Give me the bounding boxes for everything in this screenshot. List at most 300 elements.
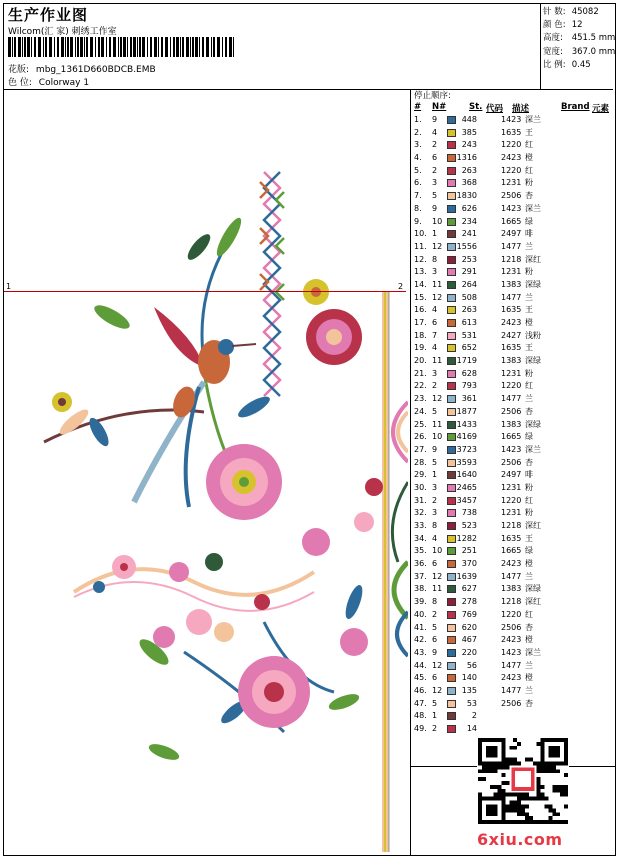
row-stitches: 523 [461,521,477,530]
row-index: 12. [414,254,427,264]
row-needle: 5 [432,698,438,708]
row-code: 1231 [501,508,522,518]
table-row [414,723,614,736]
row-index: 6. [414,178,422,188]
row-desc: 深绿 [525,419,541,429]
row-desc: 橙 [525,559,533,569]
row-needle: 2 [432,724,438,733]
row-needle: 5 [432,622,438,632]
table-row [414,292,614,305]
stat-colors: 颜 色: 12 [543,20,583,31]
pattern-value: mbg_1361D660BDCB.EMB [35,65,156,75]
row-index: 37. [414,571,427,581]
row-code: 1231 [501,178,522,188]
table-row [414,507,614,520]
table-row [414,254,614,267]
row-needle: 1 [432,711,438,721]
row-needle: 5 [432,457,438,467]
row-desc: 绿 [525,432,533,442]
table-row [414,127,614,140]
row-stitches: 291 [461,267,477,277]
colorway-line [8,75,89,88]
row-index: 9. [414,216,422,226]
table-row [414,634,614,647]
row-needle: 9 [432,647,438,657]
row-stitches: 278 [461,597,477,607]
table-row [414,672,614,685]
table-row [414,355,614,368]
row-index: 32. [414,508,427,518]
row-needle: 6 [432,673,438,683]
row-desc: 橙 [525,153,533,163]
right-edge-ornaments [392,402,408,656]
row-needle: 12 [432,685,443,695]
row-desc: 深绿 [525,584,541,594]
floral-band [74,569,314,611]
row-code: 1231 [501,368,522,378]
table-row [414,380,614,393]
row-desc: 橙 [525,635,533,645]
right-border-strip [382,292,390,852]
row-code: 1477 [501,685,522,695]
row-desc: 橙 [525,673,533,683]
guide-marker-right: 2 [398,282,404,291]
table-row [414,419,614,432]
row-code: 1635 [501,533,522,543]
stop-sequence-rows [414,114,614,736]
row-code: 1220 [501,381,522,391]
row-desc: 浅粉 [525,330,541,340]
table-row [414,685,614,698]
row-needle: 7 [432,330,438,340]
row-desc: 兰 [525,241,533,251]
stems [44,232,334,732]
row-index: 45. [414,673,427,683]
row-desc: 红 [525,165,533,175]
row-desc: 王 [525,127,533,137]
stat-scale: 比 例: 0.45 [543,59,591,70]
row-desc: 杏 [525,406,533,416]
row-code: 2497 [501,229,522,239]
row-stitches: 135 [461,685,477,695]
row-needle: 4 [432,127,438,137]
row-index: 40. [414,609,427,619]
row-code: 1231 [501,267,522,277]
row-needle: 12 [432,241,443,251]
row-desc: 粉 [525,482,533,492]
row-code: 2506 [501,698,522,708]
panel-divider [410,89,411,856]
stat-height: 高度: 451.5 mm [543,33,616,44]
row-index: 38. [414,584,427,594]
row-code: 1477 [501,241,522,251]
row-code: 2423 [501,673,522,683]
table-row [414,596,614,609]
row-stitches: 620 [461,622,477,632]
watermark-site: 6xiu.com [477,830,563,849]
table-row [414,469,614,482]
row-desc: 粉 [525,178,533,188]
row-stitches: 385 [461,127,477,137]
row-index: 27. [414,444,427,454]
row-index: 16. [414,305,427,315]
row-desc: 粉 [525,368,533,378]
table-row [414,304,614,317]
row-desc: 粉 [525,508,533,518]
row-desc: 兰 [525,685,533,695]
row-desc: 红 [525,381,533,391]
row-stitches: 241 [461,229,477,239]
row-needle: 1 [432,470,438,480]
table-row [414,279,614,292]
row-needle: 8 [432,597,438,607]
row-index: 42. [414,635,427,645]
row-code: 2506 [501,622,522,632]
row-desc: 深红 [525,521,541,530]
row-needle: 11 [432,356,443,366]
table-row [414,165,614,178]
row-stitches: 652 [461,343,477,353]
row-code: 1383 [501,584,522,594]
row-index: 1. [414,115,422,124]
row-stitches: 220 [461,647,477,657]
row-needle: 2 [432,495,438,505]
table-row [414,406,614,419]
row-stitches: 14 [466,724,477,733]
stop-sequence-title: 停止顺序: [414,91,451,101]
yellow-flower [303,279,329,305]
row-desc: 杏 [525,457,533,467]
row-needle: 9 [432,115,438,124]
row-code: 2423 [501,153,522,163]
guide-marker-left: 1 [6,282,12,291]
row-index: 4. [414,153,422,163]
row-desc: 兰 [525,660,533,670]
row-code: 2506 [501,457,522,467]
row-stitches: 769 [461,609,477,619]
row-stitches: 1316 [456,153,477,163]
row-code: 2427 [501,330,522,340]
row-code: 1218 [501,254,522,264]
row-code: 1665 [501,546,522,556]
row-stitches: 508 [461,292,477,302]
embroidery-design [4,92,408,856]
row-desc: 杏 [525,698,533,708]
row-stitches: 628 [461,368,477,378]
bottom-small-flowers [153,594,368,656]
row-stitches: 2465 [456,482,477,492]
table-row [414,710,614,723]
row-code: 1218 [501,597,522,607]
row-desc: 兰 [525,394,533,404]
row-index: 25. [414,419,427,429]
row-needle: 3 [432,508,438,518]
row-index: 8. [414,203,422,213]
row-needle: 11 [432,419,443,429]
table-row [414,266,614,279]
large-flower-center [206,444,282,520]
row-needle: 9 [432,444,438,454]
row-desc: 深红 [525,254,541,264]
row-index: 29. [414,470,427,480]
row-code: 1220 [501,495,522,505]
table-row [414,571,614,584]
row-code: 1423 [501,647,522,657]
row-needle: 6 [432,635,438,645]
row-desc: 红 [525,609,533,619]
table-row [414,558,614,571]
row-stitches: 448 [461,115,477,124]
header-divider [3,89,613,90]
table-row [414,482,614,495]
row-index: 7. [414,191,422,201]
chain-column [260,172,284,396]
table-row [414,698,614,711]
table-row [414,660,614,673]
row-stitches: 1877 [456,406,477,416]
row-needle: 4 [432,533,438,543]
table-row [414,330,614,343]
table-row [414,228,614,241]
row-stitches: 1719 [456,356,477,366]
table-row [414,545,614,558]
upper-right-flower [306,309,362,365]
row-desc: 王 [525,305,533,315]
stat-stitches: 针 数: 45082 [543,7,599,17]
table-row [414,431,614,444]
row-needle: 2 [432,381,438,391]
row-code: 1383 [501,279,522,289]
company-name: Wilcom(汇 家) 刺绣工作室 [8,27,117,37]
row-stitches: 1639 [456,571,477,581]
row-desc: 啡 [525,229,533,239]
col-needle: N# [432,102,447,112]
table-row [414,533,614,546]
row-needle: 4 [432,305,438,315]
row-index: 43. [414,647,427,657]
row-needle: 6 [432,318,438,327]
table-row [414,647,614,660]
row-needle: 3 [432,178,438,188]
row-index: 21. [414,368,427,378]
row-stitches: 251 [461,546,477,556]
row-code: 1477 [501,660,522,670]
row-desc: 深红 [525,597,541,607]
bottom-peony [238,656,310,728]
row-code: 1218 [501,521,522,530]
row-code: 1635 [501,305,522,315]
stat-width: 宽度: 367.0 mm [543,46,616,57]
row-index: 19. [414,343,427,353]
row-desc: 红 [525,495,533,505]
row-stitches: 264 [461,279,477,289]
row-index: 2. [414,127,422,137]
row-code: 1423 [501,115,522,124]
row-code: 2423 [501,635,522,645]
row-needle: 10 [432,546,443,556]
row-stitches: 3593 [456,457,477,467]
row-desc: 深兰 [525,115,541,124]
page-title: 生产作业图 [8,6,89,24]
row-desc: 兰 [525,571,533,581]
row-index: 15. [414,292,427,302]
table-row [414,139,614,152]
row-stitches: 531 [461,330,477,340]
row-code: 2423 [501,559,522,569]
table-row [414,216,614,229]
row-stitches: 627 [461,584,477,594]
row-stitches: 56 [466,660,477,670]
row-desc: 王 [525,533,533,543]
row-index: 46. [414,685,427,695]
row-code: 1231 [501,482,522,492]
table-row [414,583,614,596]
pattern-line [8,62,156,75]
row-needle: 3 [432,267,438,277]
col-index: # [414,102,422,112]
row-code: 2506 [501,406,522,416]
row-code: 1423 [501,203,522,213]
row-index: 3. [414,140,422,150]
row-desc: 兰 [525,292,533,302]
row-needle: 11 [432,279,443,289]
colorway-label: 色 位: [8,78,32,88]
col-code: 代码 [486,104,504,114]
row-desc: 杏 [525,191,533,201]
row-needle: 12 [432,292,443,302]
row-desc: 深兰 [525,203,541,213]
row-needle: 4 [432,343,438,353]
row-index: 36. [414,559,427,569]
row-index: 11. [414,241,427,251]
row-index: 35. [414,546,427,556]
row-stitches: 467 [461,635,477,645]
col-stitches: St. [469,102,483,112]
row-index: 14. [414,279,427,289]
row-index: 18. [414,330,427,340]
table-row [414,241,614,254]
row-code: 1635 [501,343,522,353]
row-index: 44. [414,660,427,670]
row-code: 1383 [501,356,522,366]
qr-code-icon [477,738,569,824]
design-stats [543,6,615,72]
row-code: 1477 [501,571,522,581]
row-index: 22. [414,381,427,391]
row-desc: 深绿 [525,356,541,366]
row-stitches: 2 [471,711,477,721]
row-code: 1220 [501,140,522,150]
row-needle: 12 [432,571,443,581]
row-desc: 橙 [525,318,533,327]
right-mid-flowers [302,478,383,556]
row-stitches: 361 [461,394,477,404]
row-index: 28. [414,457,427,467]
row-needle: 8 [432,254,438,264]
row-needle: 10 [432,216,443,226]
row-desc: 深兰 [525,444,541,454]
row-code: 1383 [501,419,522,429]
table-row [414,203,614,216]
row-stitches: 263 [461,165,477,175]
row-code: 1477 [501,292,522,302]
row-stitches: 1282 [456,533,477,543]
row-index: 10. [414,229,427,239]
row-code: 1665 [501,432,522,442]
row-stitches: 370 [461,559,477,569]
row-index: 34. [414,533,427,543]
row-needle: 5 [432,191,438,201]
row-desc: 粉 [525,267,533,277]
small-yellow-flower [52,392,72,412]
pattern-label: 花版: [8,65,30,75]
row-stitches: 613 [461,318,477,327]
row-needle: 10 [432,432,443,442]
row-desc: 红 [525,140,533,150]
alignment-guide-line [4,291,406,292]
row-stitches: 253 [461,254,477,264]
row-needle: 12 [432,394,443,404]
row-needle: 5 [432,406,438,416]
row-stitches: 234 [461,216,477,226]
row-code: 2506 [501,191,522,201]
table-row [414,622,614,635]
row-index: 39. [414,597,427,607]
colorway-value: Colorway 1 [38,78,90,88]
row-index: 30. [414,482,427,492]
row-index: 20. [414,356,427,366]
row-code: 1635 [501,127,522,137]
stats-divider [540,3,541,89]
row-stitches: 1640 [456,470,477,480]
row-code: 1220 [501,609,522,619]
table-row [414,444,614,457]
table-row [414,520,614,533]
row-stitches: 263 [461,305,477,315]
row-index: 23. [414,394,427,404]
row-code: 1665 [501,216,522,226]
col-brand: Brand [561,102,590,112]
row-stitches: 1433 [456,419,477,429]
row-needle: 2 [432,140,438,150]
table-row [414,177,614,190]
table-row [414,368,614,381]
table-row [414,457,614,470]
row-code: 2497 [501,470,522,480]
row-desc: 啡 [525,470,533,480]
table-row [414,152,614,165]
row-stitches: 3723 [456,444,477,454]
row-needle: 6 [432,153,438,163]
row-index: 49. [414,724,427,733]
col-desc: 描述 [512,104,530,114]
row-stitches: 1556 [456,241,477,251]
row-needle: 8 [432,521,438,530]
row-stitches: 626 [461,203,477,213]
table-row [414,609,614,622]
row-index: 47. [414,698,427,708]
row-needle: 6 [432,559,438,569]
table-row [414,190,614,203]
row-desc: 王 [525,343,533,353]
row-needle: 1 [432,229,438,239]
col-element: 元素 [592,104,610,114]
row-code: 2423 [501,318,522,327]
row-desc: 深兰 [525,647,541,657]
row-needle: 11 [432,584,443,594]
row-stitches: 793 [461,381,477,391]
row-index: 17. [414,318,427,327]
